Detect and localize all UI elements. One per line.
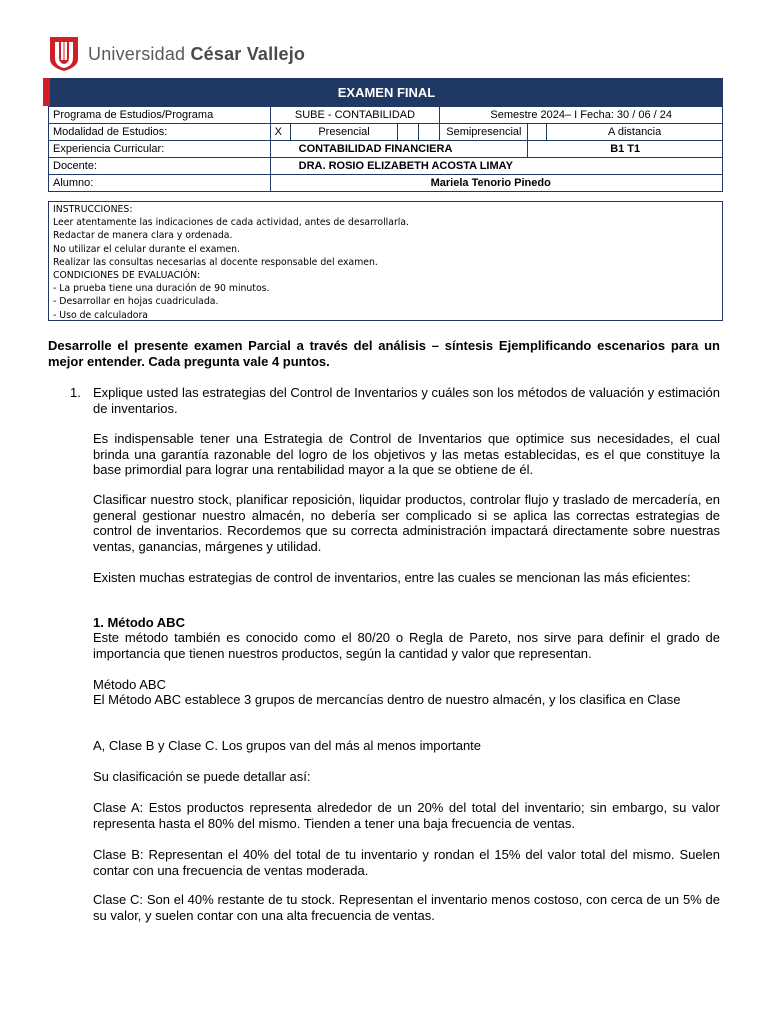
- instruction-line: Redactar de manera clara y ordenada.: [53, 230, 233, 242]
- answer-paragraph: Es indispensable tener una Estrategia de Control de Inventarios que optimice sus necesidades, el cual brinda una garantía razonable del logro de los objetivos y las metas establecidas, es el que constituye la base primordial para lograr una rentabilidad mayor a la que se obtiene de él.: [93, 431, 720, 477]
- semipresencial-checkbox: [419, 124, 440, 141]
- modalidad-row: [49, 124, 723, 141]
- experiencia-label: Experiencia Curricular:: [49, 141, 271, 158]
- semestre-fecha: Semestre 2024– I Fecha: 30 / 06 / 24: [440, 107, 723, 124]
- alumno-value: Mariela Tenorio Pinedo: [270, 175, 722, 192]
- answer-paragraph: Este método también es conocido como el 80/20 o Regla de Pareto, nos sirve para definir el grado de importancia que tienen nuestros productos, según la cantidad y valor que representan.: [93, 630, 720, 661]
- answer-paragraph: Existen muchas estrategias de control de inventarios, entre las cuales se mencionan las más eficientes:: [93, 570, 691, 585]
- answer-paragraph: Clase C: Son el 40% restante de tu stock. Representan el inventario menos costoso, con cerca de un 5% de su valor, y suelen contar con una alta frecuencia de ventas.: [93, 892, 720, 923]
- university-name: Universidad César Vallejo: [88, 43, 306, 64]
- university-logo: [50, 36, 305, 72]
- docente-row: [49, 158, 723, 175]
- programa-label: Programa de Estudios/Programa: [49, 107, 271, 124]
- question-number: 1.: [70, 385, 81, 400]
- docente-value: DRA. ROSIO ELIZABETH ACOSTA LIMAY: [270, 158, 722, 175]
- answer-paragraph: Clase B: Representan el 40% del total de tu inventario y rondan el 15% del valor total del mismo. Suelen contar con una frecuencia de ventas moderada.: [93, 847, 720, 878]
- answer-subheading: Método ABC: [93, 677, 166, 692]
- answer-paragraph: Clasificar nuestro stock, planificar reposición, liquidar productos, controlar flujo y traslado de mercadería, en general gestionar nuestro almacén, no debería ser complicado si se aplica las correctas estrategias de control de inventarios. Recordemos que su correcta administración impactará directamente sobre nuestras ventas, ganancias, márgenes y utilidad.: [93, 492, 720, 554]
- exam-intro: Desarrolle el presente examen Parcial a través del análisis – síntesis Ejemplificando escenarios para un mejor entender. Cada pregunta vale 4 puntos.: [48, 338, 720, 369]
- blank-cell: [398, 124, 419, 141]
- answer-paragraph: A, Clase B y Clase C. Los grupos van del más al menos importante: [93, 738, 482, 753]
- course-code: B1 T1: [528, 141, 723, 158]
- presencial-checkbox: X: [270, 124, 290, 141]
- exam-info-table: [48, 106, 723, 192]
- modalidad-label: Modalidad de Estudios:: [49, 124, 271, 141]
- distancia-checkbox: [528, 124, 547, 141]
- answer-paragraph: Clase A: Estos productos representa alrededor de un 20% del total del inventario; sin embargo, su valor representa hasta el 80% del mismo. Tienden a tener una baja frecuencia de ventas.: [93, 800, 720, 831]
- semipresencial-label: Semipresencial: [440, 124, 528, 141]
- programa-row: [49, 107, 723, 124]
- instructions-box: [48, 201, 723, 321]
- presencial-label: Presencial: [290, 124, 398, 141]
- instruction-line: CONDICIONES DE EVALUACIÓN:: [53, 270, 201, 282]
- question-text: Explique usted las estrategias del Control de Inventarios y cuáles son los métodos de valuación y estimación de inventarios.: [93, 385, 720, 416]
- answer-paragraph: Su clasificación se puede detallar así:: [93, 769, 311, 784]
- instruction-line: Leer atentamente las indicaciones de cada actividad, antes de desarrollarla.: [53, 217, 410, 229]
- alumno-row: [49, 175, 723, 192]
- instruction-line: - Desarrollar en hojas cuadriculada.: [53, 296, 219, 308]
- alumno-label: Alumno:: [49, 175, 271, 192]
- instruction-line: Realizar las consultas necesarias al docente responsable del examen.: [53, 256, 378, 268]
- instruction-line: - Uso de calculadora: [53, 309, 148, 321]
- instruction-line: INSTRUCCIONES:: [53, 204, 133, 215]
- ucv-shield-icon: [50, 37, 78, 71]
- experiencia-row: [49, 141, 723, 158]
- distancia-label: A distancia: [547, 124, 723, 141]
- answer-paragraph: El Método ABC establece 3 grupos de mercancías dentro de nuestro almacén, y los clasifica en Clase: [93, 692, 681, 707]
- docente-label: Docente:: [49, 158, 271, 175]
- experiencia-value: CONTABILIDAD FINANCIERA: [270, 141, 528, 158]
- exam-title-bar: [43, 78, 723, 106]
- section-heading: 1. Método ABC: [93, 615, 185, 630]
- exam-title: EXAMEN FINAL: [337, 84, 436, 100]
- programa-value: SUBE - CONTABILIDAD: [270, 107, 440, 124]
- instruction-line: No utilizar el celular durante el examen.: [53, 243, 241, 255]
- instruction-line: - La prueba tiene una duración de 90 minutos.: [53, 283, 270, 295]
